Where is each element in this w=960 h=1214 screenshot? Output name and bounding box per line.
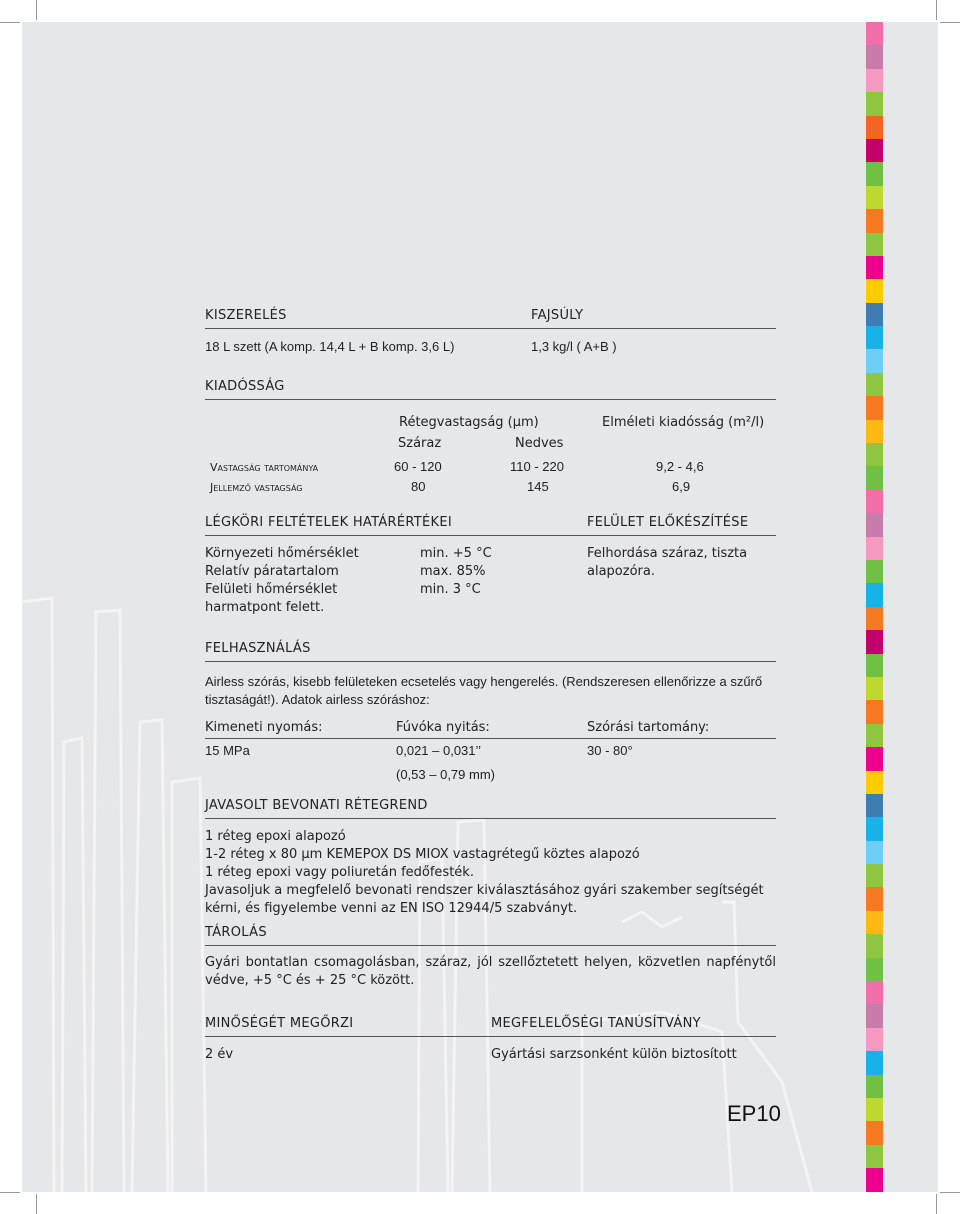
divider xyxy=(205,1036,776,1037)
row-elmeleti: 9,2 - 4,6 xyxy=(656,459,704,474)
condition-value: max. 85% xyxy=(420,564,486,579)
crop-mark xyxy=(0,1192,20,1193)
fajsuly-heading: FAJSÚLY xyxy=(531,308,584,323)
crop-mark xyxy=(940,22,960,23)
elmeleti-kiadossag-header: Elméleti kiadósság (m²/l) xyxy=(602,415,765,430)
coating-line: kérni, és figyelembe venni az EN ISO 12944/5 szabványt. xyxy=(205,901,578,916)
color-stripe-segment xyxy=(866,420,883,443)
color-stripe-segment xyxy=(866,233,883,256)
crop-mark xyxy=(936,0,937,20)
color-stripe-segment xyxy=(866,349,883,372)
divider xyxy=(205,738,776,739)
divider xyxy=(205,661,776,662)
color-stripe-segment xyxy=(866,841,883,864)
condition-value: min. +5 °C xyxy=(420,546,492,561)
tarolas-heading: TÁROLÁS xyxy=(205,925,267,940)
color-stripe-segment xyxy=(866,817,883,840)
crop-mark xyxy=(936,1194,937,1214)
minoseg-heading: MINŐSÉGÉT MEGŐRZI xyxy=(205,1016,354,1031)
color-stripe-segment xyxy=(866,724,883,747)
spray-col-header: Kimeneti nyomás: xyxy=(205,720,323,735)
color-stripe-segment xyxy=(866,92,883,115)
spray-col-header: Szórási tartomány: xyxy=(587,720,710,735)
coating-line: 1-2 réteg x 80 µm KEMEPOX DS MIOX vastagrétegű köztes alapozó xyxy=(205,847,640,862)
felulet-heading: FELÜLET ELŐKÉSZÍTÉSE xyxy=(587,515,749,530)
color-stripe-segment xyxy=(866,630,883,653)
color-stripe-segment xyxy=(866,326,883,349)
divider xyxy=(205,328,776,329)
color-stripe-segment xyxy=(866,396,883,419)
color-stripe-segment xyxy=(866,1098,883,1121)
nedves-subheader: Nedves xyxy=(515,436,564,451)
condition-label: Környezeti hőmérséklet xyxy=(205,546,359,561)
color-stripe-segment xyxy=(866,794,883,817)
coating-line: 1 réteg epoxi vagy poliuretán fedőfesték. xyxy=(205,865,474,880)
coating-line: 1 réteg epoxi alapozó xyxy=(205,829,346,844)
spray-value: 30 - 80° xyxy=(587,743,633,758)
color-stripe-segment xyxy=(866,69,883,92)
divider xyxy=(205,945,776,946)
coating-line: Javasoljuk a megfelelő bevonati rendszer kiválasztásához gyári szakember segítségét xyxy=(205,883,764,898)
color-stripe-segment xyxy=(866,654,883,677)
szaraz-subheader: Száraz xyxy=(398,436,442,451)
color-stripe-segment xyxy=(866,981,883,1004)
color-stripe-segment xyxy=(866,607,883,630)
color-stripe-segment xyxy=(866,887,883,910)
color-stripe-segment xyxy=(866,958,883,981)
crop-mark xyxy=(36,0,37,20)
color-stripe-segment xyxy=(866,677,883,700)
spray-col-header: Fúvóka nyitás: xyxy=(396,720,490,735)
megfeleloseg-value: Gyártási sarzsonként külön biztosított xyxy=(491,1047,737,1062)
color-stripe-segment xyxy=(866,139,883,162)
kiszereles-heading: KISZERELÉS xyxy=(205,308,287,323)
kiadossag-heading: KIADÓSSÁG xyxy=(205,379,285,394)
spray-value: (0,53 – 0,79 mm) xyxy=(396,767,495,782)
color-stripe-segment xyxy=(866,560,883,583)
tarolas-text: Gyári bontatlan csomagolásban, száraz, jól szellőztetett helyen, közvetlen napfénytől xyxy=(205,955,776,970)
crop-mark xyxy=(940,1192,960,1193)
crop-mark xyxy=(36,1194,37,1214)
divider xyxy=(205,818,776,819)
color-stripe-segment xyxy=(866,911,883,934)
divider xyxy=(205,535,776,536)
row-label: Vastagság tartománya xyxy=(210,461,319,474)
retegvastagsag-header: Rétegvastagság (µm) xyxy=(399,415,539,430)
color-stripe-segment xyxy=(866,279,883,302)
color-stripe-segment xyxy=(866,466,883,489)
kiszereles-value: 18 L szett (A komp. 14,4 L + B komp. 3,6 L) xyxy=(205,339,455,354)
fajsuly-value: 1,3 kg/l ( A+B ) xyxy=(531,339,617,354)
tarolas-text: védve, +5 °C és + 25 °C között. xyxy=(205,973,415,988)
color-stripe-segment xyxy=(866,22,883,45)
color-stripe-segment xyxy=(866,1028,883,1051)
color-stripe-segment xyxy=(866,1075,883,1098)
felhasznalas-text: tisztaságát!). Adatok airless szóráshoz: xyxy=(205,692,430,707)
color-stripe-segment xyxy=(866,1004,883,1027)
color-stripe-segment xyxy=(866,747,883,770)
color-stripe-segment xyxy=(866,537,883,560)
color-stripe-segment xyxy=(866,162,883,185)
row-elmeleti: 6,9 xyxy=(672,479,691,494)
crop-mark xyxy=(0,22,20,23)
felhasznalas-text: Airless szórás, kisebb felületeken ecsetelés vagy hengerelés. (Rendszeresen ellenőrizze a szűrő xyxy=(205,674,763,689)
color-stripe-segment xyxy=(866,256,883,279)
color-stripe-segment xyxy=(866,1145,883,1168)
condition-label: Relatív páratartalom xyxy=(205,564,339,579)
color-stripe-segment xyxy=(866,1051,883,1074)
color-stripe xyxy=(866,22,883,1192)
color-stripe-segment xyxy=(866,116,883,139)
condition-label: Felületi hőmérséklet xyxy=(205,582,338,597)
product-code: EP10 xyxy=(727,1101,781,1126)
felulet-text: alapozóra. xyxy=(587,564,655,579)
color-stripe-segment xyxy=(866,490,883,513)
felulet-text: Felhordása száraz, tiszta xyxy=(587,546,748,561)
spray-value: 15 MPa xyxy=(205,743,250,758)
condition-value: min. 3 °C xyxy=(420,582,481,597)
felhasznalas-heading: FELHASZNÁLÁS xyxy=(205,641,311,656)
color-stripe-segment xyxy=(866,209,883,232)
color-stripe-segment xyxy=(866,1121,883,1144)
color-stripe-segment xyxy=(866,934,883,957)
spray-value: 0,021 – 0,031’’ xyxy=(396,743,482,758)
color-stripe-segment xyxy=(866,700,883,723)
color-stripe-segment xyxy=(866,583,883,606)
color-stripe-segment xyxy=(866,303,883,326)
condition-extra: harmatpont felett. xyxy=(205,600,325,615)
color-stripe-segment xyxy=(866,864,883,887)
row-szaraz: 80 xyxy=(411,479,426,494)
row-nedves: 145 xyxy=(527,479,549,494)
divider xyxy=(205,399,776,400)
minoseg-value: 2 év xyxy=(205,1047,234,1062)
color-stripe-segment xyxy=(866,1168,883,1191)
color-stripe-segment xyxy=(866,373,883,396)
megfeleloseg-heading: MEGFELELŐSÉGI TANÚSÍTVÁNY xyxy=(491,1016,701,1031)
row-szaraz: 60 - 120 xyxy=(394,459,442,474)
legkori-heading: LÉGKÖRI FELTÉTELEK HATÁRÉRTÉKEI xyxy=(205,515,452,530)
row-label: Jellemző vastagság xyxy=(210,481,303,494)
color-stripe-segment xyxy=(866,771,883,794)
color-stripe-segment xyxy=(866,513,883,536)
background-illustration xyxy=(22,22,866,1192)
color-stripe-segment xyxy=(866,443,883,466)
javasolt-heading: JAVASOLT BEVONATI RÉTEGREND xyxy=(205,798,428,813)
color-stripe-segment xyxy=(866,45,883,68)
row-nedves: 110 - 220 xyxy=(510,459,564,474)
color-stripe-segment xyxy=(866,186,883,209)
